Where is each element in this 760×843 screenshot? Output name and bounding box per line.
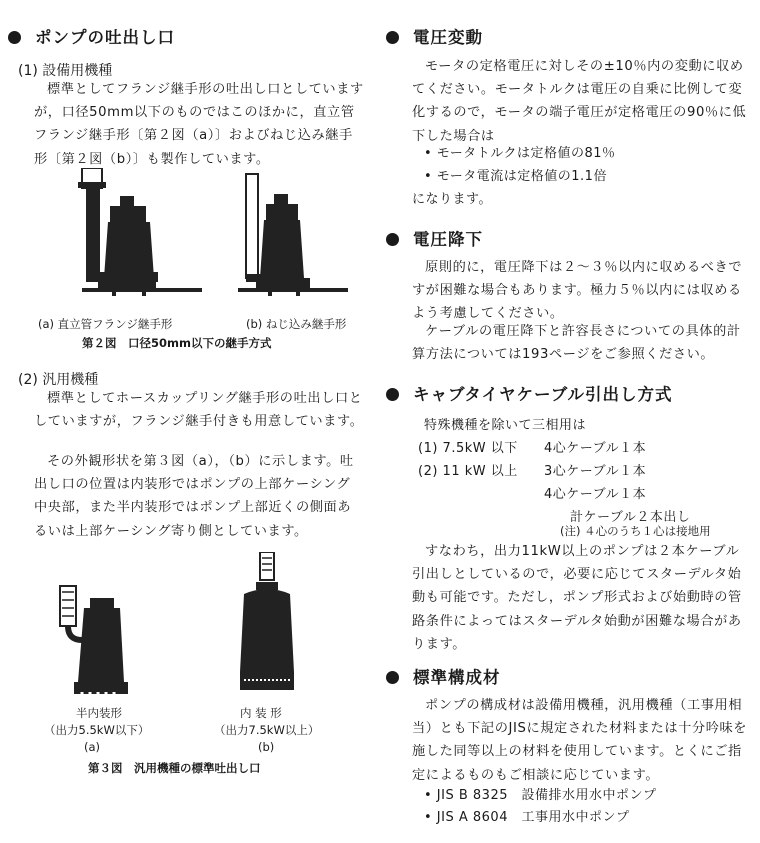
figure-2-title: 第２図 口径50mm以下の継手方式 <box>82 336 272 350</box>
paragraph-voltage-fluctuation: モータの定格電圧に対しその±10％内の変動に収めてください。モータトルクは電圧の自乗に比例して変化するので，モータの端子電圧が定格電圧の90％に低下した場合は <box>412 59 747 144</box>
paragraph-voltage-drop-2: ケーブルの電圧降下と許容長さについての具体的計算方法については193ページをご参照ください。 <box>412 324 741 363</box>
figure-3b-name: 内 装 形 <box>240 706 282 720</box>
figure-2-illustration <box>72 168 372 308</box>
figure-3b-spec: （出力7.5kW以上） <box>214 723 320 737</box>
figure-3a-label: (a) <box>84 740 101 754</box>
bullet-dot-icon <box>8 31 21 44</box>
cable-row3-value: 4心ケーブル１本 <box>544 487 647 502</box>
cable-row2-label: (2) 11 kW 以上 <box>418 464 518 479</box>
cable-row1-label: (1) 7.5kW 以下 <box>418 441 518 456</box>
subheading-general-models: (2) 汎用機種 <box>18 372 99 388</box>
section-heading-materials: 標準構成材 <box>386 664 501 688</box>
figure-2-caption-b: (b) ねじ込み継手形 <box>246 317 347 331</box>
section-heading-voltage-drop: 電圧降下 <box>386 226 483 250</box>
bullet-dot-icon <box>386 388 399 401</box>
paragraph-general-models-2: その外観形状を第３図（a），（b）に示します。吐出し口の位置は内装形ではポンプの上部ケーシング中央部，また半内装形ではポンプ上部近くの側面あるいは上部ケーシング寄り側としています。 <box>34 454 354 539</box>
pump-vertical-flange-icon <box>78 168 202 296</box>
pump-semi-internal-icon <box>60 586 128 694</box>
figure-3a-spec: （出力5.5kW以下） <box>44 723 150 737</box>
section-heading-voltage-fluctuation: 電圧変動 <box>386 24 483 48</box>
paragraph-voltage-drop-1: 原則的に，電圧降下は２～３％以内に収めるべきですが困難な場合もあります。極力５％以内には収めるよう考慮してください。 <box>412 260 743 322</box>
bullet-dot-icon <box>386 233 399 246</box>
paragraph-cable: すなわち，出力11kW以上のポンプは２本ケーブル引出しとしているので，必要に応じてスターデルタ始動も可能です。ただし，ポンプ形式および始動時の管路条件によってはスターデルタ始動が困難な場合があります。 <box>412 544 742 652</box>
voltage-fluctuation-tail: になります。 <box>412 192 492 207</box>
figure-3-title: 第３図 汎用機種の標準吐出し口 <box>88 761 261 775</box>
figure-3b-label: (b) <box>258 740 275 754</box>
bullet-motor-current: • モータ電流は定格値の1.1倍 <box>424 169 607 184</box>
bullet-dot-icon <box>386 671 399 684</box>
pump-screwed-joint-icon <box>238 174 348 296</box>
paragraph-materials: ポンプの構成材は設備用機種，汎用機種（工事用相当）とも下記のJISに規定された材料または十分吟味を施した同等以上の材料を使用しています。とくにご指定によるものもご相談に応じています。 <box>412 698 748 783</box>
subheading-equipment-models: (1) 設備用機種 <box>18 63 113 79</box>
paragraph-general-models-1: 標準としてホースカップリング継手形の吐出し口としていますが，フランジ継手付きも用意しています。 <box>34 391 364 430</box>
figure-3a-name: 半内装形 <box>76 706 122 720</box>
cable-intro: 特殊機種を除いて三相用は <box>424 418 587 433</box>
cable-total: 計ケーブル２本出し <box>570 510 691 525</box>
paragraph-equipment-models: 標準としてフランジ継手形の吐出し口としていますが，口径50mm以下のものではこのほかに，直立管フランジ継手形〔第２図（a）〕およびねじ込み継手形〔第２図（b）〕も製作しています。 <box>34 82 364 167</box>
section-heading-discharge: ポンプの吐出し口 <box>8 24 175 48</box>
section-heading-cable: キャブタイヤケーブル引出し方式 <box>386 381 673 405</box>
bullet-motor-torque: • モータトルクは定格値の81％ <box>424 146 616 161</box>
figure-2-caption-a: (a) 直立管フランジ継手形 <box>38 317 173 331</box>
bullet-jis-b8325: • JIS B 8325 設備排水用水中ポンプ <box>424 788 657 803</box>
bullet-jis-a8604: • JIS A 8604 工事用水中ポンプ <box>424 810 630 825</box>
cable-row1-value: 4心ケーブル１本 <box>544 441 647 456</box>
pump-internal-icon <box>240 552 294 690</box>
figure-3-illustration <box>54 552 374 702</box>
cable-row2-value: 3心ケーブル１本 <box>544 464 647 479</box>
cable-note: (注) ４心のうち１心は接地用 <box>560 524 711 538</box>
bullet-dot-icon <box>386 31 399 44</box>
